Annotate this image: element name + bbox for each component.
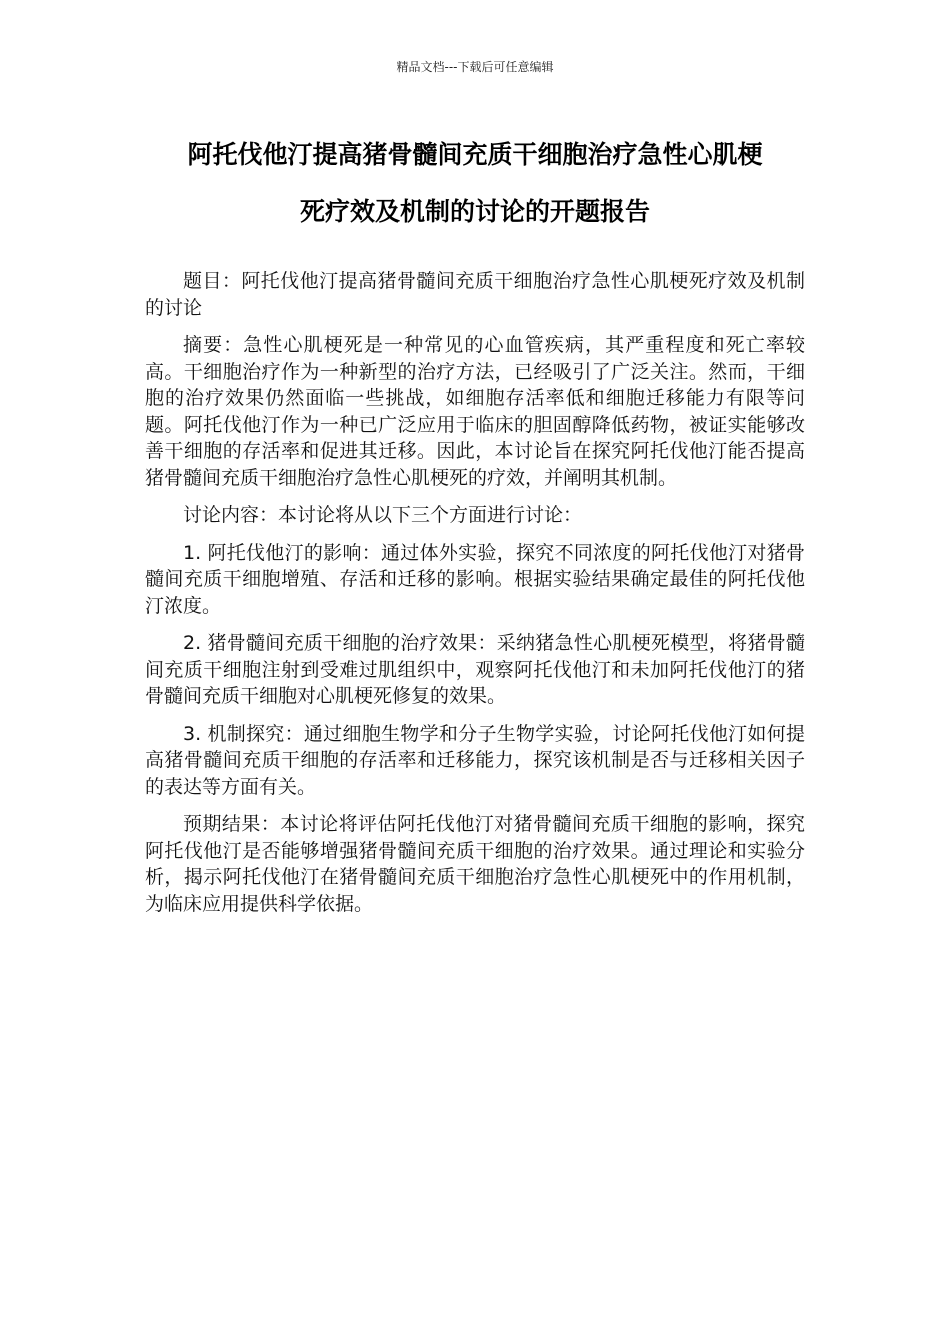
- paragraph-discussion-intro: 讨论内容：本讨论将从以下三个方面进行讨论：: [183, 504, 583, 526]
- document-body: [145, 268, 805, 928]
- paragraph-topic: 题目：阿托伐他汀提高猪骨髓间充质干细胞治疗急性心肌梗死疗效及机制的讨论: [145, 270, 805, 319]
- title-line-2: 死疗效及机制的讨论的开题报告: [299, 197, 650, 226]
- title-line-1: 阿托伐他汀提高猪骨髓间充质干细胞治疗急性心肌梗: [187, 140, 763, 169]
- paragraph-item-1: 1. 阿托伐他汀的影响：通过体外实验，探究不同浓度的阿托伐他汀对猪骨髓间充质干细胞增殖、存活和迁移的影响。根据实验结果确定最佳的阿托伐他汀浓度。: [145, 541, 805, 617]
- paragraph-expected-results: 预期结果：本讨论将评估阿托伐他汀对猪骨髓间充质干细胞的影响，探究阿托伐他汀是否能够增强猪骨髓间充质干细胞的治疗效果。通过理论和实验分析，揭示阿托伐他汀在猪骨髓间充质干细胞治疗急性心肌梗死中的作用机制，为临床应用提供科学依据。: [145, 813, 805, 915]
- header-note: 精品文档---下载后可任意编辑: [396, 60, 554, 74]
- document-title: [130, 126, 820, 240]
- paragraph-abstract: 摘要：急性心肌梗死是一种常见的心血管疾病，其严重程度和死亡率较高。干细胞治疗作为一种新型的治疗方法，已经吸引了广泛关注。然而，干细胞的治疗效果仍然面临一些挑战，如细胞存活率低和细胞迁移能力有限等问题。阿托伐他汀作为一种已广泛应用于临床的胆固醇降低药物，被证实能够改善干细胞的存活率和促进其迁移。因此，本讨论旨在探究阿托伐他汀能否提高猪骨髓间充质干细胞治疗急性心肌梗死的疗效，并阐明其机制。: [145, 334, 805, 489]
- paragraph-item-3: 3. 机制探究：通过细胞生物学和分子生物学实验，讨论阿托伐他汀如何提高猪骨髓间充质干细胞的存活率和迁移能力，探究该机制是否与迁移相关因子的表达等方面有关。: [145, 722, 805, 798]
- paragraph-item-2: 2. 猪骨髓间充质干细胞的治疗效果：采纳猪急性心肌梗死模型，将猪骨髓间充质干细胞注射到受难过肌组织中，观察阿托伐他汀和未加阿托伐他汀的猪骨髓间充质干细胞对心肌梗死修复的效果。: [145, 632, 805, 707]
